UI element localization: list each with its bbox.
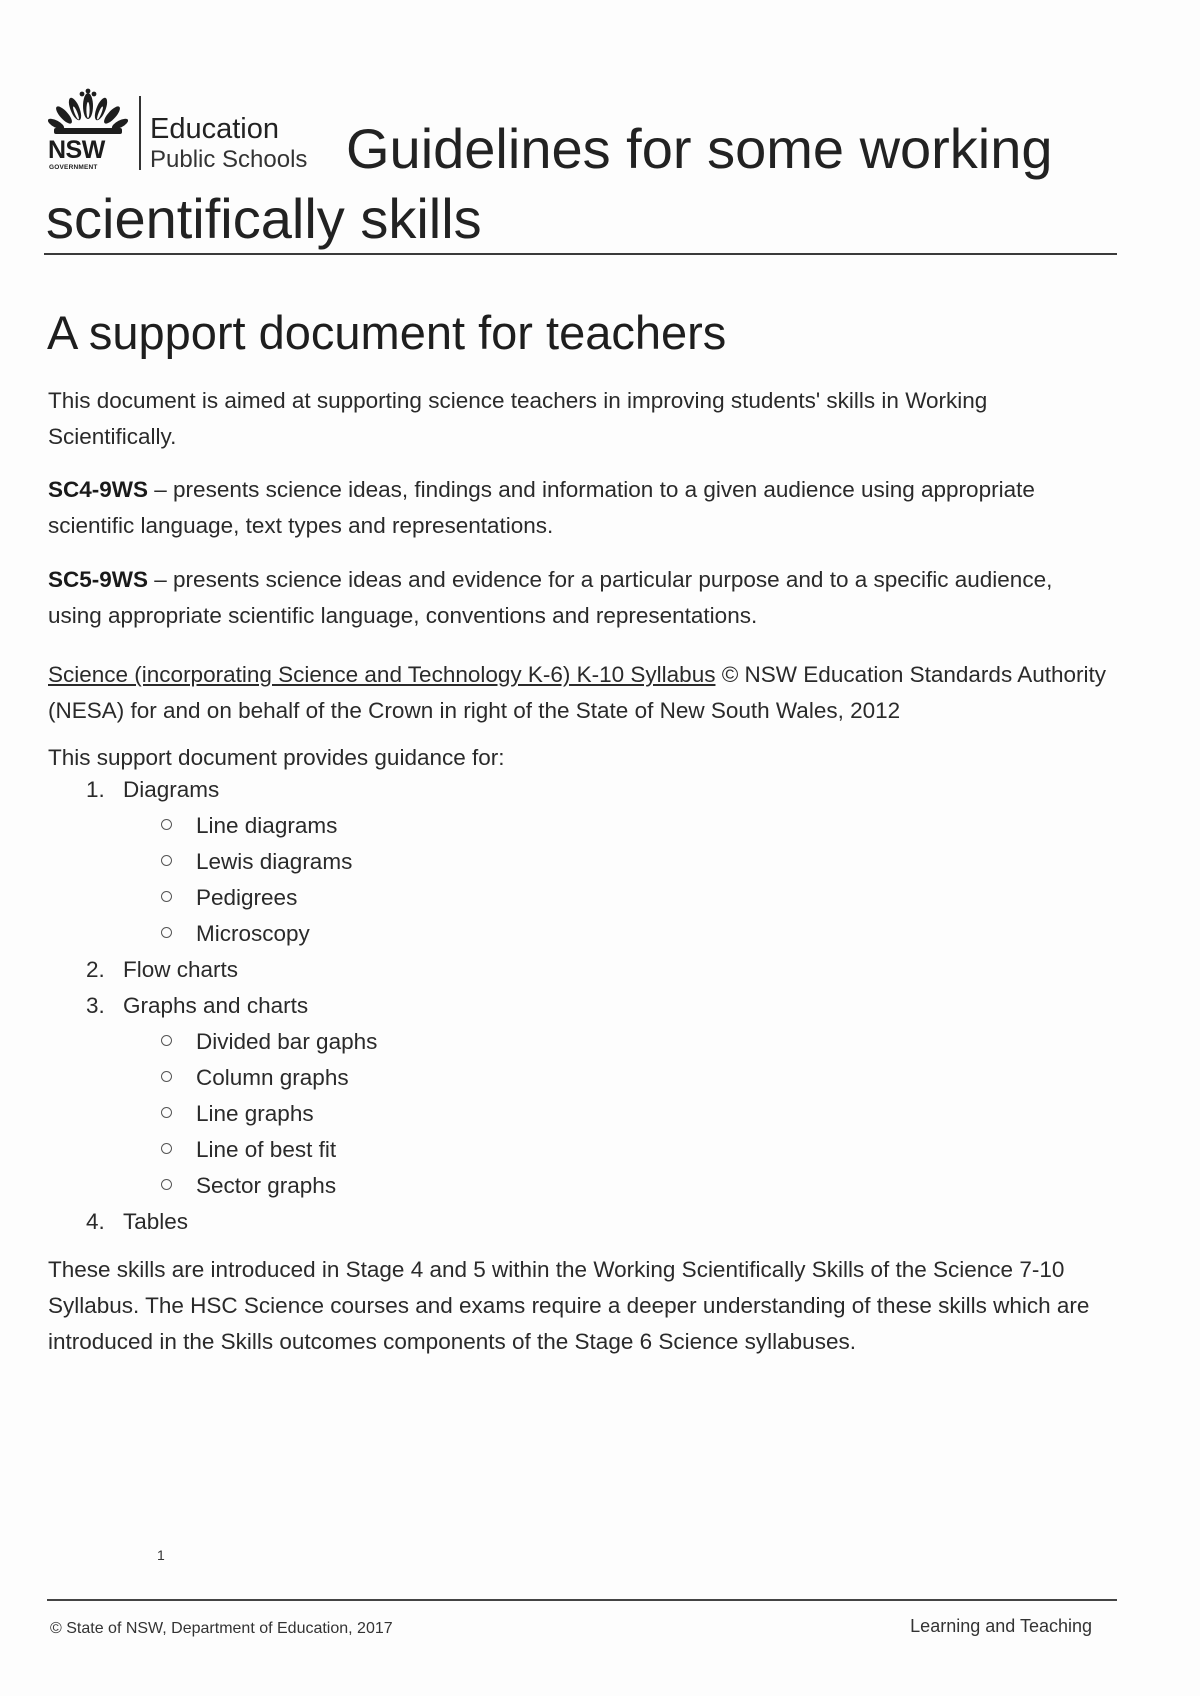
list-item-number: 2. <box>86 957 105 982</box>
footer-copyright: © State of NSW, Department of Education, 2017 <box>50 1620 393 1637</box>
title-divider <box>44 253 1117 255</box>
sub-list-item <box>48 1027 748 1063</box>
sub-list-item-label: Lewis diagrams <box>196 849 353 874</box>
sub-list-item-label: Microscopy <box>196 921 310 946</box>
outcome-code: SC4-9WS <box>48 477 149 502</box>
sub-list-item <box>48 811 748 847</box>
syllabus-credit-paragraph <box>48 657 1108 729</box>
sub-list-item <box>48 1171 748 1207</box>
sub-list-item <box>48 1099 748 1135</box>
list-item-label: Graphs and charts <box>123 993 309 1018</box>
document-title-line2: scientifically skills <box>46 187 482 250</box>
sub-list-item-label: Sector graphs <box>196 1173 337 1198</box>
sub-list-item-label: Divided bar gaphs <box>196 1029 378 1054</box>
list-item-number: 4. <box>86 1209 105 1234</box>
sub-list-item-label: Line of best fit <box>196 1137 337 1162</box>
document-subtitle: A support document for teachers <box>47 306 727 359</box>
intro-paragraph: This document is aimed at supporting science teachers in improving students' skills in Working Scientifically. <box>48 388 988 449</box>
list-item <box>48 1207 748 1243</box>
outcome-sc4-paragraph <box>48 472 1108 544</box>
page-number: 1 <box>157 1547 165 1563</box>
logo-government-label: GOVERNMENT <box>49 164 98 171</box>
list-intro: This support document provides guidance for: <box>48 745 505 770</box>
document-title-line1: Guidelines for some working <box>346 117 1053 180</box>
hollow-circle-bullet-icon <box>161 1179 172 1190</box>
hollow-circle-bullet-icon <box>161 819 172 830</box>
waratah-flower-icon <box>48 88 128 138</box>
sub-list-item-label: Line graphs <box>196 1101 314 1126</box>
outcome-text: – presents science ideas, findings and information to a given audience using appropriate scientific language, text types and representations. <box>48 477 1035 538</box>
outcome-code: SC5-9WS <box>48 567 149 592</box>
guidance-list <box>48 775 748 1243</box>
footer-section-label: Learning and Teaching <box>910 1616 1092 1636</box>
brand-education: Education <box>150 113 279 145</box>
sub-list-item-label: Line diagrams <box>196 813 338 838</box>
sub-list-item <box>48 1135 748 1171</box>
hollow-circle-bullet-icon <box>161 1143 172 1154</box>
sub-list-item-label: Pedigrees <box>196 885 298 910</box>
brand-public-schools: Public Schools <box>150 146 308 173</box>
list-item-number: 3. <box>86 993 105 1018</box>
sub-list-item <box>48 883 748 919</box>
logo-wordmark: NSW <box>48 136 105 164</box>
logo-divider <box>139 96 141 170</box>
list-item <box>48 955 748 991</box>
sub-list-item <box>48 1063 748 1099</box>
nsw-government-logo <box>48 88 128 176</box>
list-item <box>48 775 748 811</box>
closing-paragraph: These skills are introduced in Stage 4 and 5 within the Working Scientifically Skills of the Science 7-10 Syllabus. The HSC Science courses and exams require a deeper understanding of these skills which are introduced in the Skills outcomes components of the Stage 6 Science syllabuses. <box>48 1257 1090 1354</box>
outcome-sc5-paragraph <box>48 562 1108 634</box>
sub-list-item <box>48 919 748 955</box>
list-item-number: 1. <box>86 777 105 802</box>
sub-list-item-label: Column graphs <box>196 1065 349 1090</box>
list-item-label: Diagrams <box>123 777 220 802</box>
sub-list-item <box>48 847 748 883</box>
syllabus-link[interactable]: Science (incorporating Science and Technology K-6) K-10 Syllabus <box>48 662 716 687</box>
hollow-circle-bullet-icon <box>161 1107 172 1118</box>
hollow-circle-bullet-icon <box>161 891 172 902</box>
hollow-circle-bullet-icon <box>161 1071 172 1082</box>
list-item-label: Flow charts <box>123 957 239 982</box>
list-item-label: Tables <box>123 1209 189 1234</box>
hollow-circle-bullet-icon <box>161 927 172 938</box>
syllabus-credit: © NSW Education Standards Authority (NESA) for and on behalf of the Crown in right of the State of New South Wales, 2012 <box>48 662 1106 723</box>
hollow-circle-bullet-icon <box>161 1035 172 1046</box>
hollow-circle-bullet-icon <box>161 855 172 866</box>
list-item <box>48 991 748 1027</box>
outcome-text: – presents science ideas and evidence for a particular purpose and to a specific audience, using appropriate scientific language, conventions and representations. <box>48 567 1053 628</box>
footer-divider <box>47 1599 1117 1601</box>
